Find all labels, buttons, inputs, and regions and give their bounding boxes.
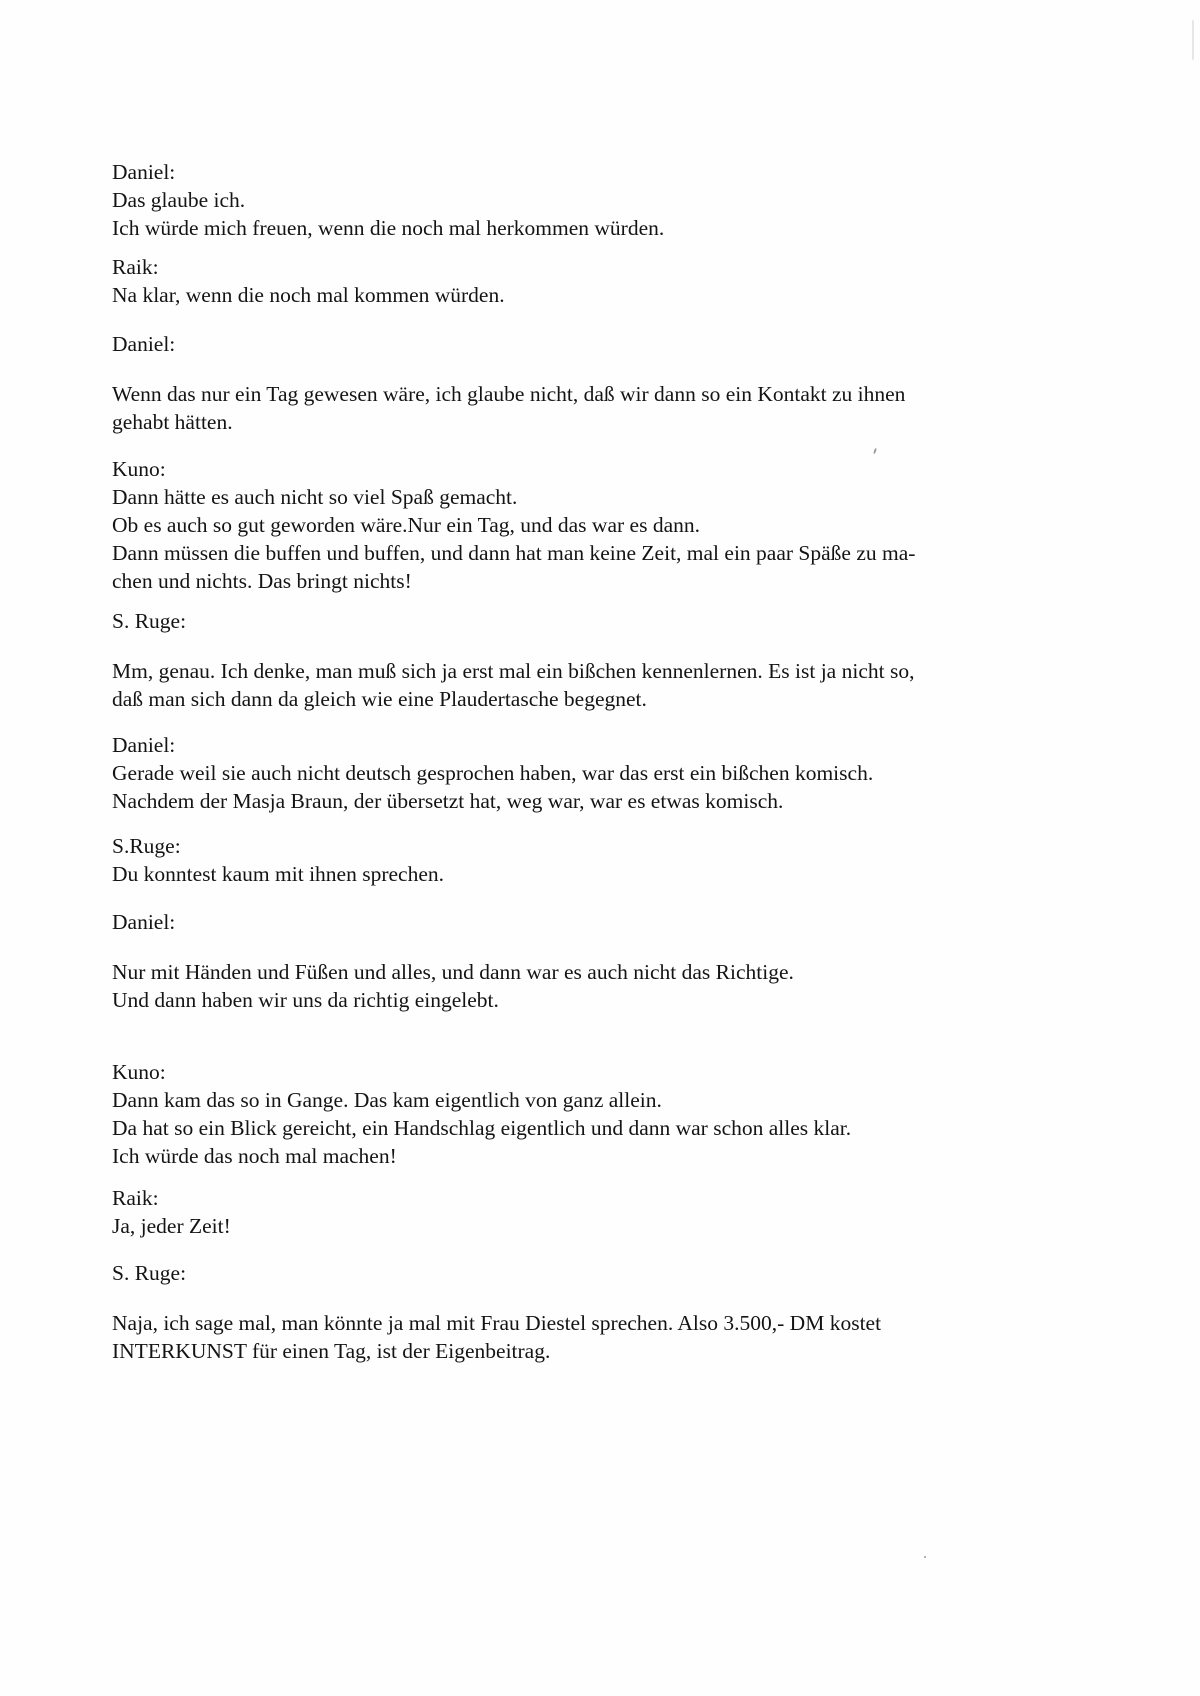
- scan-edge-mark: [1192, 20, 1194, 60]
- speaker-label: Daniel:: [112, 910, 176, 934]
- scan-speck: [873, 448, 877, 454]
- speaker-label: Kuno:: [112, 457, 166, 481]
- dialogue-line: Wenn das nur ein Tag gewesen wäre, ich glaube nicht, daß wir dann so ein Kontakt zu ihnen: [112, 382, 906, 406]
- dialogue-block: [112, 1184, 1032, 1240]
- dialogue-block: [112, 908, 1032, 1014]
- dialogue-block: [112, 253, 1032, 309]
- dialogue-line: Nur mit Händen und Füßen und alles, und dann war es auch nicht das Richtige.: [112, 960, 794, 984]
- dialogue-block: [112, 455, 1032, 595]
- speaker-label: S.Ruge:: [112, 834, 181, 858]
- dialogue-line: Da hat so ein Blick gereicht, ein Handschlag eigentlich und dann war schon alles klar.: [112, 1116, 852, 1140]
- dialogue-line: Gerade weil sie auch nicht deutsch gesprochen haben, war das erst ein bißchen komisch.: [112, 761, 874, 785]
- speaker-label: Raik:: [112, 255, 159, 279]
- dialogue-block: [112, 330, 1032, 436]
- dialogue-block: [112, 832, 1032, 888]
- speaker-label: Daniel:: [112, 160, 176, 184]
- dialogue-line: chen und nichts. Das bringt nichts!: [112, 569, 412, 593]
- dialogue-block: [112, 158, 1032, 242]
- dialogue-line: gehabt hätten.: [112, 410, 233, 434]
- dialogue-line: daß man sich dann da gleich wie eine Plaudertasche begegnet.: [112, 687, 647, 711]
- dialogue-line: Ja, jeder Zeit!: [112, 1214, 231, 1238]
- dialogue-block: [112, 1058, 1032, 1170]
- dialogue-line: Ich würde das noch mal machen!: [112, 1144, 397, 1168]
- dialogue-line: Dann müssen die buffen und buffen, und dann hat man keine Zeit, mal ein paar Späße zu ma-: [112, 541, 916, 565]
- dialogue-line: Und dann haben wir uns da richtig eingelebt.: [112, 988, 499, 1012]
- dialogue-line: Du konntest kaum mit ihnen sprechen.: [112, 862, 444, 886]
- dialogue-line: Mm, genau. Ich denke, man muß sich ja erst mal ein bißchen kennenlernen. Es ist ja nicht so,: [112, 659, 915, 683]
- dialogue-line: INTERKUNST für einen Tag, ist der Eigenbeitrag.: [112, 1339, 551, 1363]
- speaker-label: S. Ruge:: [112, 609, 187, 633]
- dialogue-block: [112, 607, 1032, 713]
- dialogue-line: Naja, ich sage mal, man könnte ja mal mit Frau Diestel sprechen. Also 3.500,- DM kostet: [112, 1311, 882, 1335]
- dialogue-line: Ob es auch so gut geworden wäre.Nur ein Tag, und das war es dann.: [112, 513, 700, 537]
- speaker-label: Kuno:: [112, 1060, 166, 1084]
- dialogue-line: Das glaube ich.: [112, 188, 246, 212]
- speaker-label: Raik:: [112, 1186, 159, 1210]
- speaker-label: S. Ruge:: [112, 1261, 187, 1285]
- dialogue-line: Nachdem der Masja Braun, der übersetzt hat, weg war, war es etwas komisch.: [112, 789, 784, 813]
- dialogue-line: Ich würde mich freuen, wenn die noch mal herkommen würden.: [112, 216, 665, 240]
- speaker-label: Daniel:: [112, 733, 176, 757]
- dialogue-line: Dann hätte es auch nicht so viel Spaß gemacht.: [112, 485, 518, 509]
- dialogue-block: [112, 1259, 1032, 1365]
- speaker-label: Daniel:: [112, 332, 176, 356]
- dialogue-line: Dann kam das so in Gange. Das kam eigentlich von ganz allein.: [112, 1088, 662, 1112]
- dialogue-line: Na klar, wenn die noch mal kommen würden.: [112, 283, 505, 307]
- dialogue-block: [112, 731, 1032, 815]
- scan-speck: [924, 1556, 926, 1558]
